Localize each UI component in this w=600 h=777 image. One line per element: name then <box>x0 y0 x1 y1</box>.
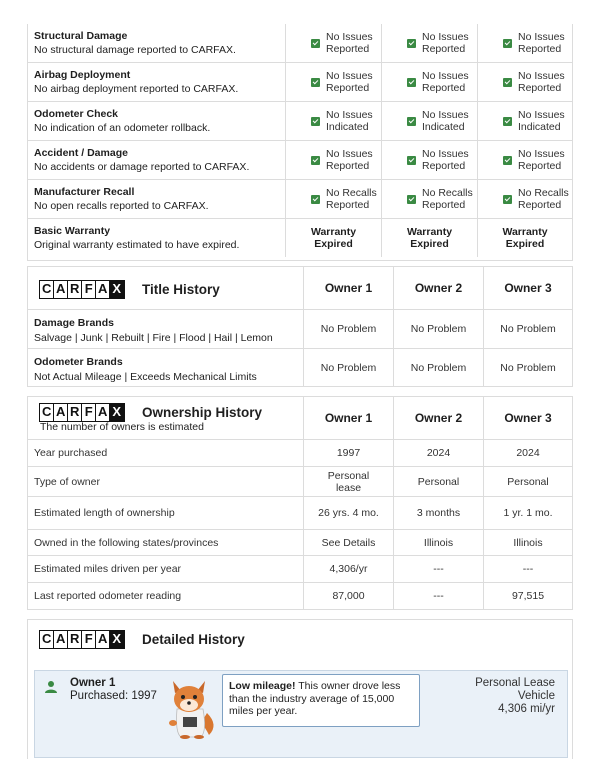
table-row <box>28 529 572 555</box>
check-icon <box>407 117 416 126</box>
owner-type-line1: Personal Lease <box>475 677 555 689</box>
warranty-status: Warranty Expired <box>406 226 453 250</box>
warranty-status: Warranty Expired <box>502 226 548 250</box>
table-row <box>28 309 572 348</box>
table-cell: No Problem <box>303 310 393 348</box>
row-label: Owned in the following states/provinces <box>34 536 219 549</box>
row-title: Odometer Brands <box>34 356 123 368</box>
table-cell: Illinois <box>483 530 572 555</box>
check-icon <box>407 156 416 165</box>
row-title: Manufacturer Recall <box>34 186 135 198</box>
status-cell <box>285 180 381 218</box>
table-cell: Illinois <box>393 530 483 555</box>
callout-highlight: Low mileage! <box>229 680 296 692</box>
table-cell: 4,306/yr <box>303 556 393 582</box>
owner-purchased: Purchased: 1997 <box>70 690 157 702</box>
table-row <box>28 348 572 386</box>
logo-letter: A <box>53 403 69 422</box>
table-row <box>28 466 572 496</box>
row-title: Odometer Check <box>34 108 119 120</box>
row-label: Type of owner <box>34 475 100 488</box>
status-text: No Issues Reported <box>518 148 565 172</box>
row-title: Accident / Damage <box>34 147 128 159</box>
table-cell: 1997 <box>303 440 393 466</box>
table-row <box>28 141 572 180</box>
row-description: Salvage | Junk | Rebuilt | Fire | Flood | Hail | Lemon <box>34 332 273 344</box>
carfax-logo <box>39 630 123 649</box>
table-cell: No Problem <box>393 310 483 348</box>
section-title: Ownership History <box>142 405 263 420</box>
warranty-status: Warranty Expired <box>310 226 357 250</box>
status-cell <box>285 141 381 179</box>
title-history-section <box>27 266 573 387</box>
table-row <box>28 582 572 609</box>
owner-type-line2: Vehicle <box>517 690 555 702</box>
logo-letter: X <box>109 630 125 649</box>
status-text: No Issues Indicated <box>422 109 469 133</box>
check-icon <box>407 195 416 204</box>
status-text: No Issues Reported <box>422 70 469 94</box>
logo-letter: F <box>81 280 97 299</box>
status-text: No Recalls Reported <box>518 187 569 211</box>
table-cell: No Problem <box>483 349 572 386</box>
row-description: No indication of an odometer rollback. <box>34 122 211 134</box>
status-text: No Issues Reported <box>326 70 373 94</box>
section-title: Detailed History <box>142 632 245 647</box>
row-label: Estimated length of ownership <box>34 507 175 519</box>
status-text: No Recalls Reported <box>422 187 473 211</box>
status-cell <box>477 141 572 179</box>
table-cell: --- <box>483 556 572 582</box>
status-cell <box>477 63 572 101</box>
row-title: Structural Damage <box>34 30 128 42</box>
table-row <box>28 555 572 582</box>
status-text: No Issues Indicated <box>326 109 373 133</box>
table-row <box>28 102 572 141</box>
row-label: Estimated miles driven per year <box>34 563 182 575</box>
status-cell <box>477 102 572 140</box>
status-cell <box>285 219 381 257</box>
check-icon <box>311 156 320 165</box>
see-details-link[interactable]: See Details <box>303 530 393 555</box>
table-cell: 1 yr. 1 mo. <box>483 497 572 529</box>
check-icon <box>503 195 512 204</box>
table-row <box>28 24 572 63</box>
logo-letter: R <box>67 403 83 422</box>
row-title: Damage Brands <box>34 317 114 329</box>
status-cell <box>381 24 477 62</box>
status-cell <box>285 63 381 101</box>
owner-column-header: Owner 2 <box>393 267 483 309</box>
row-title: Basic Warranty <box>34 225 111 237</box>
row-description: No structural damage reported to CARFAX. <box>34 44 236 56</box>
owner-column-header: Owner 3 <box>483 267 572 309</box>
row-description: No accidents or damage reported to CARFAX. <box>34 161 250 173</box>
logo-letter: A <box>95 630 111 649</box>
owner-column-header: Owner 2 <box>393 397 483 439</box>
row-label: Year purchased <box>34 447 108 459</box>
status-text: No Issues Reported <box>326 31 373 55</box>
row-description: No airbag deployment reported to CARFAX. <box>34 83 239 95</box>
table-cell: 3 months <box>393 497 483 529</box>
check-icon <box>407 39 416 48</box>
table-cell: Personal <box>393 467 483 496</box>
carfox-mascot-icon <box>161 673 219 739</box>
row-description: No open recalls reported to CARFAX. <box>34 200 209 212</box>
status-cell <box>381 141 477 179</box>
logo-letter: F <box>81 403 97 422</box>
row-description: Original warranty estimated to have expired. <box>34 239 240 251</box>
table-cell: 26 yrs. 4 mo. <box>303 497 393 529</box>
owner-summary <box>475 677 555 716</box>
detailed-history-section <box>27 619 573 759</box>
status-text: No Issues Reported <box>422 148 469 172</box>
check-icon <box>407 78 416 87</box>
check-icon <box>311 78 320 87</box>
status-cell <box>477 219 572 257</box>
table-row <box>28 496 572 529</box>
owner-name: Owner 1 <box>70 677 116 689</box>
carfax-logo <box>39 280 123 299</box>
logo-letter: F <box>81 630 97 649</box>
check-icon <box>503 117 512 126</box>
check-icon <box>311 117 320 126</box>
status-cell <box>381 219 477 257</box>
logo-letter: X <box>109 403 125 422</box>
table-cell: 97,515 <box>483 583 572 609</box>
logo-letter: X <box>109 280 125 299</box>
row-title: Airbag Deployment <box>34 69 131 81</box>
logo-letter: A <box>53 630 69 649</box>
status-text: No Issues Reported <box>518 31 565 55</box>
status-text: No Issues Reported <box>326 148 373 172</box>
owner-history-card[interactable] <box>34 670 568 758</box>
logo-letter: A <box>53 280 69 299</box>
table-cell: No Problem <box>303 349 393 386</box>
table-cell: Personal lease <box>303 467 393 496</box>
status-text: No Issues Indicated <box>518 109 565 133</box>
check-icon <box>503 156 512 165</box>
low-mileage-callout <box>222 674 420 727</box>
status-text: No Issues Reported <box>518 70 565 94</box>
status-cell <box>381 63 477 101</box>
status-text: No Recalls Reported <box>326 187 377 211</box>
status-cell <box>285 102 381 140</box>
status-text: No Issues Reported <box>422 31 469 55</box>
table-cell: No Problem <box>483 310 572 348</box>
table-cell: --- <box>393 556 483 582</box>
check-icon <box>503 39 512 48</box>
logo-letter: R <box>67 630 83 649</box>
table-row <box>28 439 572 466</box>
owner-column-header: Owner 3 <box>483 397 572 439</box>
carfax-logo <box>39 403 123 422</box>
status-cell <box>285 24 381 62</box>
section-title: Title History <box>142 282 220 297</box>
ownership-history-section <box>27 396 573 610</box>
check-icon <box>503 78 512 87</box>
table-row <box>28 63 572 102</box>
table-cell: 2024 <box>393 440 483 466</box>
table-cell: Personal <box>483 467 572 496</box>
row-description: Not Actual Mileage | Exceeds Mechanical Limits <box>34 371 257 383</box>
table-row <box>28 180 572 219</box>
section-subtitle: The number of owners is estimated <box>40 421 204 433</box>
table-cell: No Problem <box>393 349 483 386</box>
owner-column-header: Owner 1 <box>303 397 393 439</box>
check-icon <box>311 39 320 48</box>
status-cell <box>477 180 572 218</box>
check-icon <box>311 195 320 204</box>
logo-letter: C <box>39 403 55 422</box>
owner-column-header: Owner 1 <box>303 267 393 309</box>
status-cell <box>381 102 477 140</box>
status-cell <box>477 24 572 62</box>
logo-letter: C <box>39 280 55 299</box>
table-cell: 87,000 <box>303 583 393 609</box>
person-icon <box>45 680 57 694</box>
logo-letter: R <box>67 280 83 299</box>
table-row <box>28 219 572 258</box>
callout-text: This owner drove less than the industry average of 15,000 miles per year. <box>229 680 401 717</box>
logo-letter: C <box>39 630 55 649</box>
table-cell: 2024 <box>483 440 572 466</box>
history-summary-table <box>27 24 573 261</box>
row-label: Last reported odometer reading <box>34 590 182 602</box>
logo-letter: A <box>95 280 111 299</box>
table-cell: --- <box>393 583 483 609</box>
status-cell <box>381 180 477 218</box>
logo-letter: A <box>95 403 111 422</box>
owner-miles: 4,306 mi/yr <box>498 703 555 715</box>
